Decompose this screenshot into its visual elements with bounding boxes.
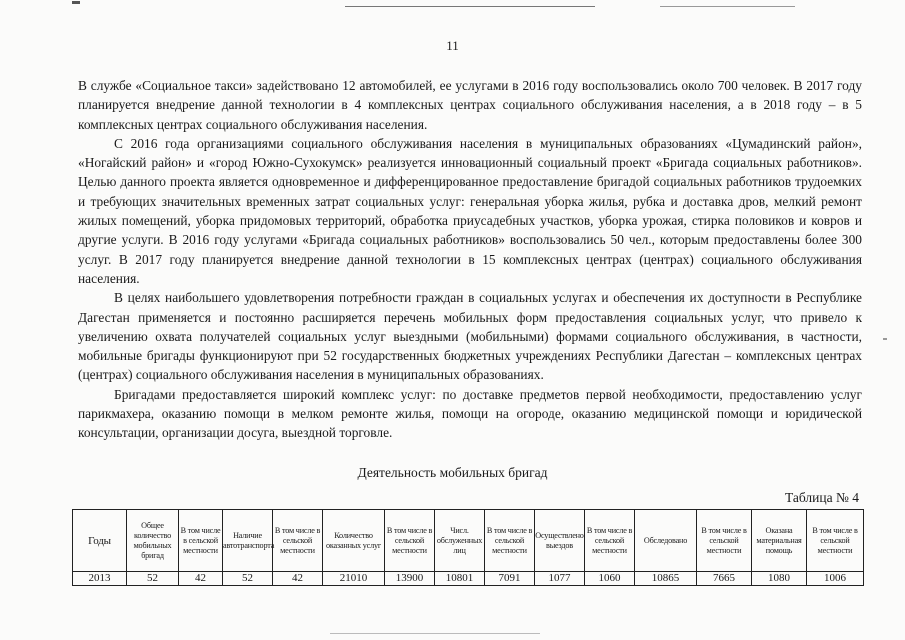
header-material-aid: Оказана материальная помощь — [752, 510, 807, 572]
cell-value: 7091 — [485, 572, 535, 586]
table-caption: Деятельность мобильных бригад — [357, 465, 548, 480]
header-rural-4: В том числе в сельской местности — [485, 510, 535, 572]
mobile-brigades-table — [72, 509, 864, 586]
header-served-persons: Числ. обслуженных лиц — [435, 510, 485, 572]
paragraph-brigade-project: С 2016 года организациями социального обслуживания населения в муниципальных образованиях «Цумадинский район», «Ногайский район» и «город Южно-Сухокумск» реализуется инновационный социальный проект «Бригада социальных работников». Целью данного проекта является одновременное и дифференцированное предоставление бригадой социальных работников трудоемких и требующих значительных временных затрат социальных услуг: генеральная уборка жилья, рубка и доставка дров, мелкий ремонт жилых помещений, уборка придомовых территорий, обработка приусадебных участков, уборка урожая, стирка половиков и ковров и другие услуги. В 2016 году услугами «Бригада социальных работников» воспользовались 50 чел., которым предоставлены более 300 услуг. В 2017 году планируется внедрение данной технологии в 15 комплексных центрах (центрах) социального обслуживания населения. — [78, 135, 862, 286]
cell-value: 1077 — [535, 572, 585, 586]
cell-value: 10801 — [435, 572, 485, 586]
header-rule-right — [660, 6, 795, 7]
paragraph-social-taxi: В службе «Социальное такси» задействовано 12 автомобилей, ее услугами в 2016 году воспользовались около 700 человек. В 2017 году планируется внедрение данной технологии в 4 комплексных центрах социального обслуживания населения, а в 2018 году – в 5 комплексных центрах социального обслуживания населения. — [78, 78, 862, 132]
cell-value: 1080 — [752, 572, 807, 586]
cell-value: 52 — [223, 572, 273, 586]
header-rule — [345, 6, 595, 7]
header-rural-6: В том числе в сельской местности — [697, 510, 752, 572]
footer-rule — [330, 633, 540, 634]
cell-value: 7665 — [697, 572, 752, 586]
paragraph-services: Бригадами предоставляется широкий комплекс услуг: по доставке предметов первой необходимости, предоставлению услуг парикмахера, оказанию помощи в мелком ремонте жилья, помощи на огороде, оказанию медицинской помощи и юридической консультации, организации досуга, выездной торговле. — [78, 386, 862, 441]
header-rural-3: В том числе в сельской местности — [385, 510, 435, 572]
cell-value: 52 — [127, 572, 179, 586]
scan-mark — [72, 1, 80, 4]
header-rural-1: В том числе в сельской местности — [179, 510, 223, 572]
header-years: Годы — [73, 510, 127, 572]
page-number: 11 — [446, 38, 459, 53]
paragraph-mobile-forms: В целях наибольшего удовлетворения потребности граждан в социальных услугах и обеспечения их доступности в Республике Дагестан применяется и постоянно расширяется перечень мобильных форм предоставления социальных услуг, что привело к увеличению охвата получателей социальных услуг выездными (мобильными) формами социального обслуживания, в частности, мобильные бригады функционируют при 52 государственных бюджетных учреждениях Республики Дагестан – комплексных центрах (центрах) социального обслуживания населения в муниципальных образованиях. — [78, 290, 862, 383]
cell-year: 2013 — [73, 572, 127, 586]
header-services-count: Количество оказанных услуг — [323, 510, 385, 572]
header-total-brigades: Общее количество мобильных бригад — [127, 510, 179, 572]
cell-value: 13900 — [385, 572, 435, 586]
table-row — [73, 572, 864, 586]
cell-value: 1060 — [585, 572, 635, 586]
table-number: Таблица № 4 — [785, 490, 859, 505]
cell-value: 10865 — [635, 572, 697, 586]
header-surveyed: Обследовано — [635, 510, 697, 572]
header-rural-2: В том числе в сельской местности — [273, 510, 323, 572]
cell-value: 42 — [273, 572, 323, 586]
scan-mark — [883, 338, 887, 340]
table-header-row — [73, 510, 864, 572]
document-body — [78, 76, 862, 443]
cell-value: 42 — [179, 572, 223, 586]
header-trips: Осуществлено выездов — [535, 510, 585, 572]
cell-value: 21010 — [323, 572, 385, 586]
header-rural-5: В том числе в сельской местности — [585, 510, 635, 572]
header-vehicles: Наличие автотранспорта — [223, 510, 273, 572]
header-rural-7: В том числе в сельской местности — [807, 510, 864, 572]
cell-value: 1006 — [807, 572, 864, 586]
